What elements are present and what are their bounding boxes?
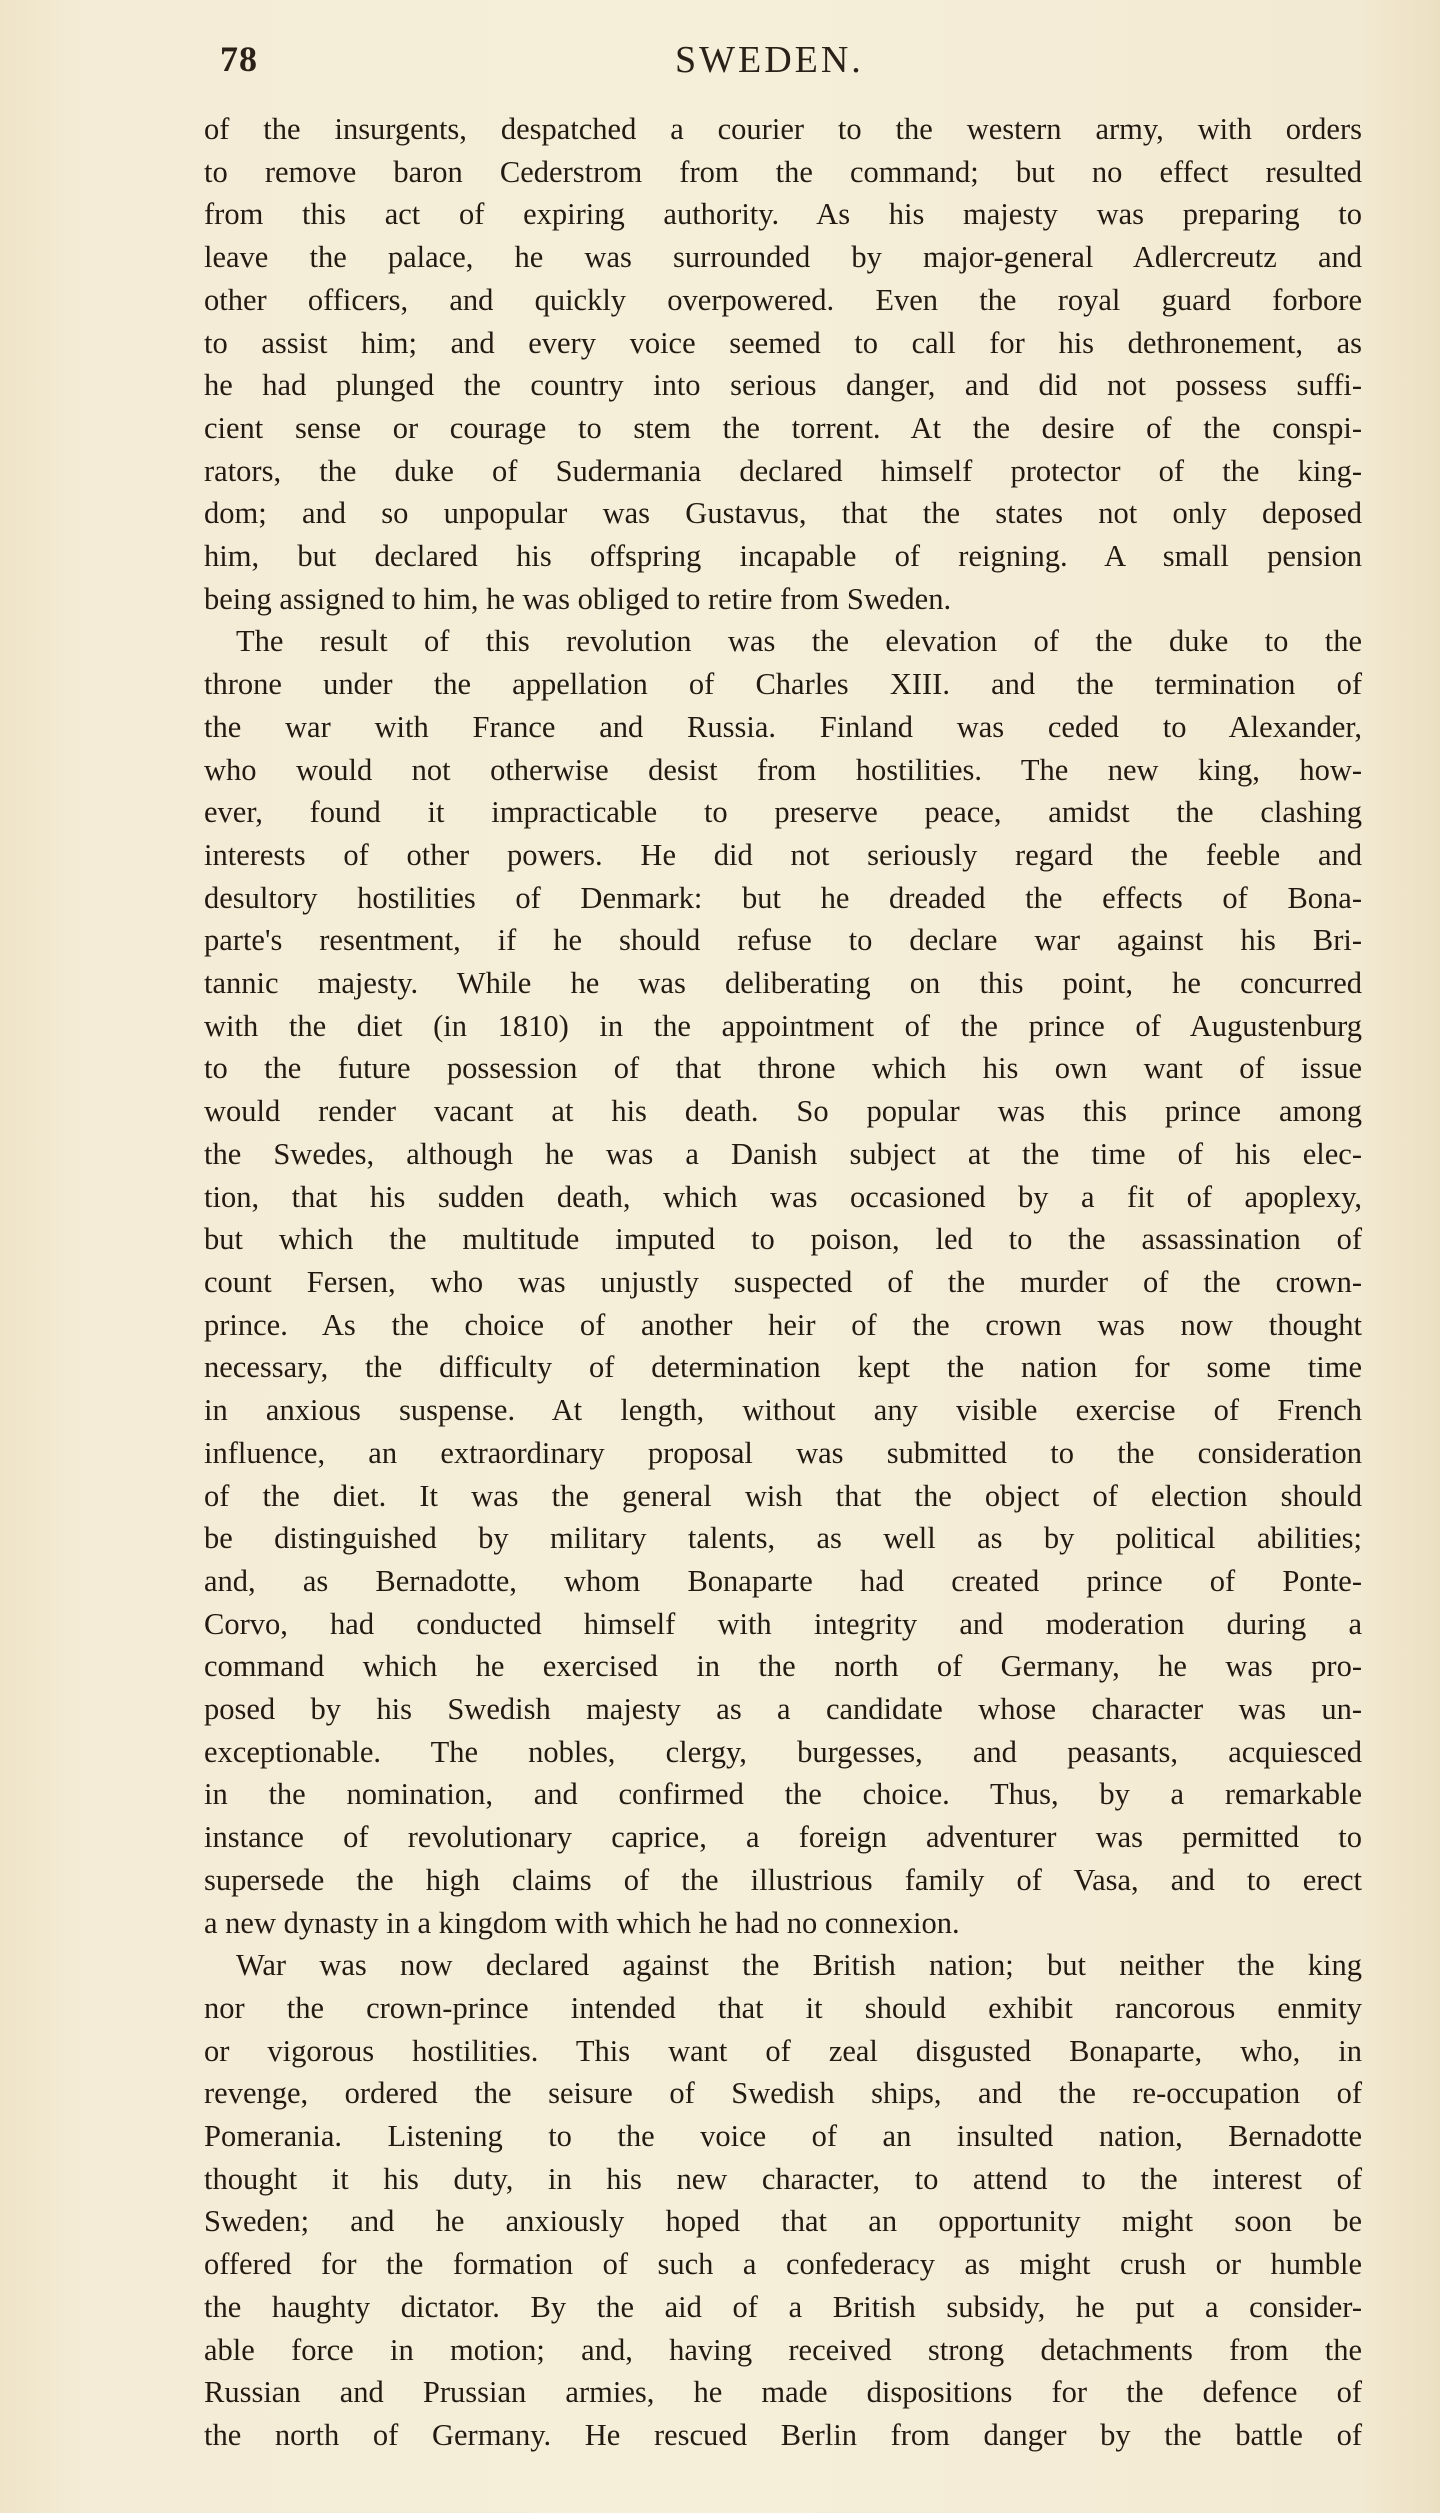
text-line: ever, found it impracticable to preserve peace, amidst the clashing <box>204 795 1362 830</box>
text-line: thought it his duty, in his new character, to attend to the interest of <box>204 2161 1362 2196</box>
text-line: the Swedes, although he was a Danish subject at the time of his elec- <box>204 1136 1362 1171</box>
text-line: of the diet. It was the general wish that the object of election should <box>204 1478 1362 1513</box>
text-line: tannic majesty. While he was deliberating on this point, he concurred <box>204 966 1362 1001</box>
text-line: but which the multitude imputed to poison, led to the assassination of <box>204 1222 1362 1257</box>
text-line: Pomerania. Listening to the voice of an insulted nation, Bernadotte <box>204 2119 1362 2154</box>
text-line: War was now declared against the British nation; but neither the king <box>236 1948 1362 1983</box>
text-line: The result of this revolution was the elevation of the duke to the <box>236 624 1362 659</box>
paragraph-1 <box>204 108 1362 620</box>
page-number: 78 <box>220 39 258 79</box>
text-line: nor the crown-prince intended that it should exhibit rancorous enmity <box>204 1990 1362 2025</box>
text-line: Corvo, had conducted himself with integrity and moderation during a <box>204 1606 1362 1641</box>
text-line: from this act of expiring authority. As his majesty was preparing to <box>204 197 1362 232</box>
text-line: desultory hostilities of Denmark: but he dreaded the effects of Bona- <box>204 880 1362 915</box>
text-line: with the diet (in 1810) in the appointment of the prince of Augustenburg <box>204 1008 1362 1043</box>
text-line: be distinguished by military talents, as well as by political abilities; <box>204 1521 1362 1556</box>
text-line: Russian and Prussian armies, he made dispositions for the defence of <box>204 2375 1362 2410</box>
text-line: exceptionable. The nobles, clergy, burgesses, and peasants, acquiesced <box>204 1734 1362 1769</box>
page-header <box>200 38 1350 88</box>
text-line: Sweden; and he anxiously hoped that an opportunity might soon be <box>204 2204 1362 2239</box>
text-line: the north of Germany. He rescued Berlin from danger by the battle of <box>204 2417 1362 2452</box>
text-line: and, as Bernadotte, whom Bonaparte had created prince of Ponte- <box>204 1563 1362 1598</box>
text-line: command which he exercised in the north of Germany, he was pro- <box>204 1649 1362 1684</box>
text-line: a new dynasty in a kingdom with which he had no connexion. <box>204 1905 960 1940</box>
text-line: the haughty dictator. By the aid of a British subsidy, he put a consider- <box>204 2289 1362 2324</box>
text-line: in the nomination, and confirmed the choice. Thus, by a remarkable <box>204 1777 1362 1812</box>
text-line: being assigned to him, he was obliged to retire from Sweden. <box>204 581 952 616</box>
text-line: leave the palace, he was surrounded by major-general Adlercreutz and <box>204 240 1362 275</box>
text-line: posed by his Swedish majesty as a candidate whose character was un- <box>204 1692 1362 1727</box>
paragraph-2 <box>204 620 1362 1944</box>
text-line: cient sense or courage to stem the torrent. At the desire of the conspi- <box>204 410 1362 445</box>
text-line: him, but declared his offspring incapable of reigning. A small pension <box>204 539 1362 574</box>
text-line: necessary, the difficulty of determination kept the nation for some time <box>204 1350 1362 1385</box>
body-text <box>204 108 1362 2457</box>
text-line: to the future possession of that throne which his own want of issue <box>204 1051 1362 1086</box>
text-line: rators, the duke of Sudermania declared himself protector of the king- <box>204 453 1362 488</box>
text-line: in anxious suspense. At length, without any visible exercise of French <box>204 1393 1362 1428</box>
text-line: instance of revolutionary caprice, a foreign adventurer was permitted to <box>204 1820 1362 1855</box>
text-line: dom; and so unpopular was Gustavus, that the states not only deposed <box>204 496 1362 531</box>
text-line: to assist him; and every voice seemed to call for his dethronement, as <box>204 325 1362 360</box>
text-line: interests of other powers. He did not seriously regard the feeble and <box>204 837 1362 872</box>
text-line: the war with France and Russia. Finland was ceded to Alexander, <box>204 709 1362 744</box>
text-line: he had plunged the country into serious danger, and did not possess suffi- <box>204 368 1362 403</box>
text-line: to remove baron Cederstrom from the command; but no effect resulted <box>204 154 1362 189</box>
text-line: offered for the formation of such a confederacy as might crush or humble <box>204 2247 1362 2282</box>
text-line: count Fersen, who was unjustly suspected of the murder of the crown- <box>204 1264 1362 1299</box>
text-line: supersede the high claims of the illustrious family of Vasa, and to erect <box>204 1862 1362 1897</box>
text-line: throne under the appellation of Charles XIII. and the termination of <box>204 667 1362 702</box>
text-line: influence, an extraordinary proposal was submitted to the consideration <box>204 1435 1362 1470</box>
text-line: tion, that his sudden death, which was occasioned by a fit of apoplexy, <box>204 1179 1362 1214</box>
text-line: who would not otherwise desist from hostilities. The new king, how- <box>204 752 1362 787</box>
text-line: prince. As the choice of another heir of the crown was now thought <box>204 1307 1362 1342</box>
running-head: SWEDEN. <box>675 39 864 81</box>
text-line: parte's resentment, if he should refuse to declare war against his Bri- <box>204 923 1362 958</box>
text-line: revenge, ordered the seisure of Swedish ships, and the re-occupation of <box>204 2076 1362 2111</box>
text-line: of the insurgents, despatched a courier to the western army, with orders <box>204 112 1362 146</box>
text-line: would render vacant at his death. So popular was this prince among <box>204 1094 1362 1129</box>
paragraph-3 <box>204 1944 1362 2456</box>
text-line: able force in motion; and, having received strong detachments from the <box>204 2332 1362 2367</box>
text-line: or vigorous hostilities. This want of zeal disgusted Bonaparte, who, in <box>204 2033 1362 2068</box>
text-line: other officers, and quickly overpowered. Even the royal guard forbore <box>204 282 1362 317</box>
